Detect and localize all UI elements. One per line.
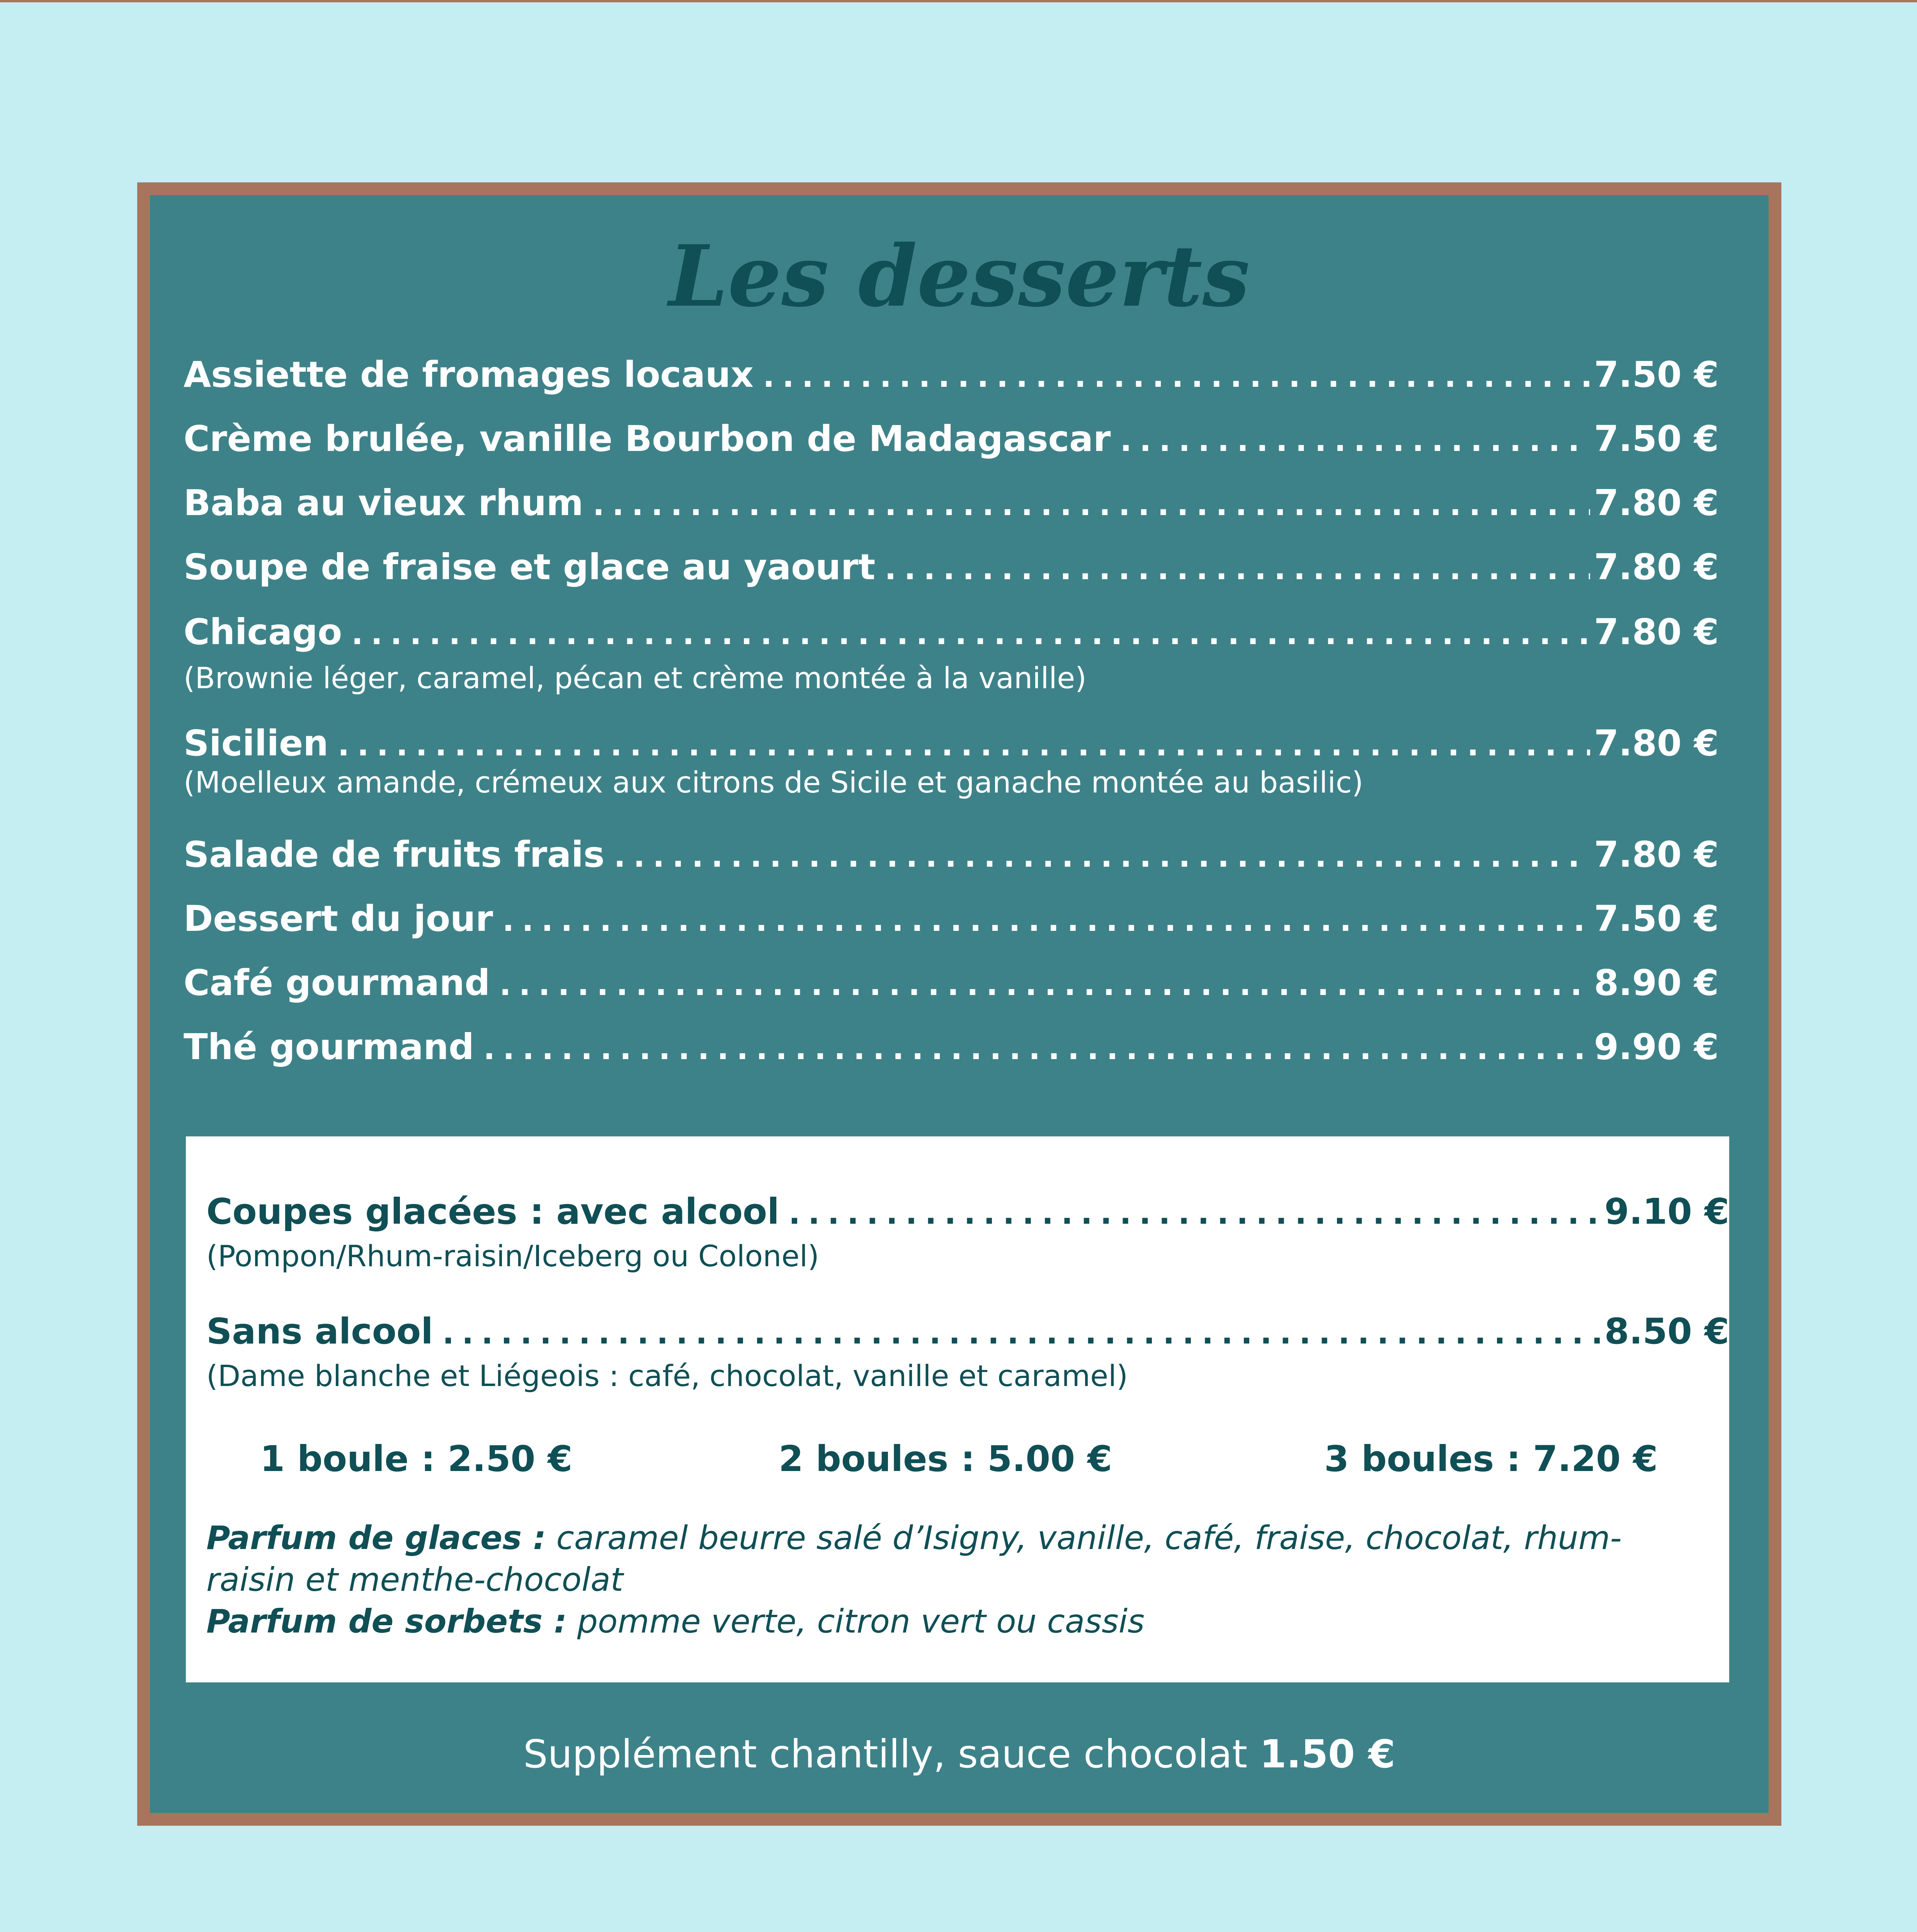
dessert-menu-panel: [150, 195, 1769, 1813]
dot-leader: [442, 1308, 1601, 1358]
dessert-name: Crème brulée, vanille Bourbon de Madagascar: [184, 418, 1111, 459]
dessert-price: 7.80 €: [1594, 723, 1719, 764]
dessert-price: 7.80 €: [1594, 611, 1719, 653]
dot-leader: [789, 1188, 1601, 1238]
dot-leader: [499, 959, 1590, 1010]
ice-cream-box: [186, 1136, 1729, 1682]
dot-leader: [614, 831, 1590, 881]
coupe-name: Sans alcool: [206, 1311, 433, 1352]
dessert-item: [184, 414, 1719, 464]
dessert-item: [184, 830, 1719, 880]
dessert-item: [184, 958, 1719, 1008]
supplement-price: 1.50 €: [1259, 1731, 1395, 1777]
dessert-price: 7.50 €: [1594, 418, 1719, 459]
dot-leader: [483, 1024, 1590, 1074]
scoop-price-three: 3 boules : 7.20 €: [1324, 1438, 1658, 1480]
supplement-text: Supplément chantilly, sauce chocolat: [523, 1731, 1260, 1777]
dessert-item: [184, 1022, 1719, 1072]
dessert-item: [184, 607, 1719, 657]
coupe-item: [206, 1306, 1729, 1357]
dessert-name: Sicilien: [184, 723, 328, 764]
menu-title: Les desserts: [668, 227, 1250, 326]
dessert-price: 7.80 €: [1594, 834, 1719, 875]
dessert-price: 7.50 €: [1594, 354, 1719, 395]
dessert-item: [184, 894, 1719, 944]
dessert-item: [184, 718, 1719, 769]
dessert-name: Baba au vieux rhum: [184, 482, 583, 524]
coupe-name: Coupes glacées : avec alcool: [206, 1191, 779, 1232]
ice-cream-flavours-label: Parfum de glaces :: [206, 1519, 546, 1557]
dessert-description: (Brownie léger, caramel, pécan et crème montée à la vanille): [184, 661, 1087, 695]
dessert-price: 8.90 €: [1594, 962, 1719, 1003]
scoop-prices: [186, 1434, 1729, 1484]
dot-leader: [502, 895, 1590, 946]
dot-leader: [338, 720, 1590, 770]
sorbet-flavours: [206, 1600, 1698, 1642]
dessert-name: Assiette de fromages locaux: [184, 354, 754, 395]
dessert-name: Thé gourmand: [184, 1026, 474, 1068]
supplement-line: [150, 1729, 1769, 1779]
coupe-description: (Dame blanche et Liégeois : café, chocolat, vanille et caramel): [206, 1359, 1128, 1393]
coupe-description: (Pompon/Rhum-raisin/Iceberg ou Colonel): [206, 1239, 819, 1273]
dot-leader: [885, 544, 1590, 594]
dot-leader: [351, 609, 1590, 659]
dessert-name: Soupe de fraise et glace au yaourt: [184, 546, 876, 588]
dessert-name: Chicago: [184, 611, 342, 653]
dessert-name: Café gourmand: [184, 962, 490, 1003]
flavour-list: [206, 1517, 1698, 1642]
dessert-price: 7.50 €: [1594, 898, 1719, 939]
dessert-description: (Moelleux amande, crémeux aux citrons de Sicile et ganache montée au basilic): [184, 765, 1364, 799]
dot-leader: [593, 480, 1590, 530]
dessert-name: Dessert du jour: [184, 898, 493, 939]
dessert-price: 9.90 €: [1594, 1026, 1719, 1068]
dessert-item: [184, 350, 1719, 400]
scoop-price-one: 1 boule : 2.50 €: [260, 1438, 573, 1480]
coupe-item: [206, 1187, 1729, 1237]
top-border-line: [0, 0, 1917, 2]
dessert-price: 7.80 €: [1594, 546, 1719, 588]
ice-cream-flavours: [206, 1517, 1698, 1600]
dessert-item: [184, 478, 1719, 528]
dessert-list: [184, 195, 1719, 1122]
dessert-name: Salade de fruits frais: [184, 834, 605, 875]
dot-leader: [1120, 415, 1590, 466]
dessert-item: [184, 542, 1719, 592]
dot-leader: [763, 351, 1590, 401]
scoop-price-two: 2 boules : 5.00 €: [779, 1438, 1112, 1480]
dessert-price: 7.80 €: [1594, 482, 1719, 524]
ice-cream-flavours-text: caramel beurre salé d’Isigny, vanille, café, fraise, chocolat, rhum-raisin et menthe-chocolat: [206, 1519, 1622, 1599]
sorbet-flavours-text: pomme verte, citron vert ou cassis: [566, 1602, 1145, 1640]
sorbet-flavours-label: Parfum de sorbets :: [206, 1602, 567, 1640]
dessert-menu-frame: [137, 182, 1781, 1826]
coupe-price: 8.50 €: [1604, 1311, 1729, 1352]
coupe-price: 9.10 €: [1604, 1191, 1729, 1232]
